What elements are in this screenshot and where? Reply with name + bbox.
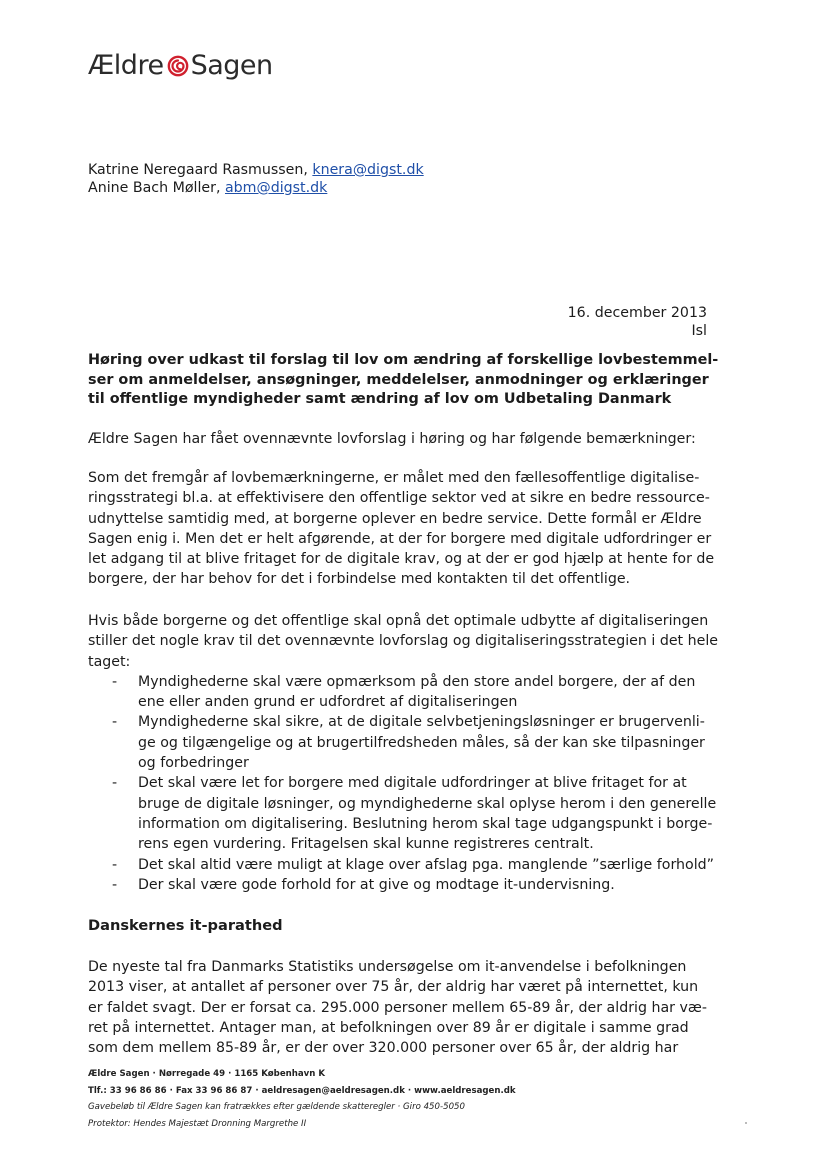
text-line: stiller det nogle krav til det ovennævnte lovforslag og digitaliseringsstrategien i det hele xyxy=(88,633,719,650)
letter-footer xyxy=(88,1066,516,1132)
footer-patron: Protektor: Hendes Majestæt Dronning Margrethe II xyxy=(88,1118,307,1129)
title-line: ser om anmeldelser, ansøgninger, meddelelser, anmodninger og erklæringer xyxy=(88,371,709,388)
text-line: som dem mellem 85-89 år, er der over 320.000 personer over 65 år, der aldrig har xyxy=(88,1040,679,1057)
text-line: - Myndighederne skal sikre, at de digitale selvbetjeningsløsninger er brugervenli- xyxy=(138,714,705,731)
text-line: er faldet svagt. Der er forsat ca. 295.000 personer mellem 65-89 år, der aldrig har væ- xyxy=(88,999,707,1016)
letter-date: 16. december 2013 xyxy=(567,305,707,321)
text-line: ret på internettet. Antager man, at befolkningen over 89 år er digitale i samme grad xyxy=(88,1019,689,1036)
logo-text-first: Ældre xyxy=(88,50,164,81)
footer-contact: Tlf.: 33 96 86 86 · Fax 33 96 86 87 · aeldresagen@aeldresagen.dk · www.aeldresagen.dk xyxy=(88,1085,516,1096)
organization-logo xyxy=(88,50,273,81)
text-line: - Der skal være gode forhold for at give og modtage it-undervisning. xyxy=(138,876,615,893)
recipient-name: Katrine Neregaard Rasmussen, xyxy=(88,162,313,178)
text-line: ge og tilgængelige og at brugertilfredsheden måles, så der kan ske tilpasninger xyxy=(138,734,705,751)
title-line: Høring over udkast til forslag til lov om ændring af forskellige lovbestemmel- xyxy=(88,352,719,368)
text-line: let adgang til at blive fritaget for de digitale krav, og at der er god hjælp at hente for de xyxy=(88,551,715,568)
footer-tax-note: Gavebeløb til Ældre Sagen kan fratrækkes efter gældende skatteregler · Giro 450-5050 xyxy=(88,1102,465,1112)
text-line: rens egen vurdering. Fritagelsen skal kunne registreres centralt. xyxy=(138,836,594,853)
recipient-email-link[interactable]: knera@digst.dk xyxy=(312,162,424,178)
text-line: Sagen enig i. Men det er helt afgørende, at der for borgere med digitale udfordringer er xyxy=(88,530,712,547)
author-initials: Isl xyxy=(691,323,707,339)
text-line: - Det skal altid være muligt at klage over afslag pga. manglende ”særlige forhold” xyxy=(138,856,714,873)
text-line: taget: xyxy=(88,653,131,670)
logo-text-second: Sagen xyxy=(190,50,273,81)
recipient-name: Anine Bach Møller, xyxy=(88,180,225,196)
recipient-email-link[interactable]: abm@digst.dk xyxy=(224,180,328,196)
date-block xyxy=(568,304,707,340)
text-line: udnyttelse samtidig med, at borgerne oplever en bedre service. Dette formål er Ældre xyxy=(88,510,702,527)
text-line: information om digitalisering. Beslutning herom skal tage udgangspunkt i borge- xyxy=(138,815,713,832)
logo-swirl-icon xyxy=(167,55,189,77)
scan-artifact xyxy=(745,1122,747,1124)
paragraph-requirements xyxy=(88,611,728,895)
text-line: Hvis både borgerne og det offentlige skal opnå det optimale udbytte af digitaliseringen xyxy=(88,613,709,629)
list-item xyxy=(88,773,728,854)
text-line: ene eller anden grund er udfordret af digitaliseringen xyxy=(138,694,518,711)
recipient-line xyxy=(88,161,424,179)
list-item xyxy=(88,855,728,875)
letter-title xyxy=(88,351,728,410)
requirements-list xyxy=(88,672,728,895)
footer-address: Ældre Sagen · Nørregade 49 · 1165 København K xyxy=(88,1069,326,1079)
text-line: - Det skal være let for borgere med digitale udfordringer at blive fritaget for at xyxy=(138,775,687,792)
list-item xyxy=(88,875,728,895)
text-line: De nyeste tal fra Danmarks Statistiks undersøgelse om it-anvendelse i befolkningen xyxy=(88,959,687,975)
list-item xyxy=(88,672,728,713)
paragraph-statistics xyxy=(88,957,728,1058)
recipient-line xyxy=(88,179,424,197)
text-line: bruge de digitale løsninger, og myndighederne skal oplyse herom i den generelle xyxy=(138,795,717,812)
text-line: Som det fremgår af lovbemærkningerne, er målet med den fællesoffentlige digitalise- xyxy=(88,470,700,486)
section-heading: Danskernes it-parathed xyxy=(88,917,283,934)
list-item xyxy=(88,712,728,773)
title-line: til offentlige myndigheder samt ændring af lov om Udbetaling Danmark xyxy=(88,391,672,407)
text-line: 2013 viser, at antallet af personer over 75 år, der aldrig har været på internettet, kun xyxy=(88,979,699,996)
text-line: ringsstrategi bl.a. at effektivisere den offentlige sektor ved at sikre en bedre ressource- xyxy=(88,490,710,507)
text-line: borgere, der har behov for det i forbindelse med kontakten til det offentlige. xyxy=(88,571,631,588)
paragraph-goals xyxy=(88,468,728,590)
text-line: - Myndighederne skal være opmærksom på den store andel borgere, der af den xyxy=(138,673,696,690)
intro-paragraph: Ældre Sagen har fået ovennævnte lovforslag i høring og har følgende bemærkninger: xyxy=(88,431,696,447)
text-line: og forbedringer xyxy=(138,755,249,772)
recipient-block xyxy=(88,161,424,197)
